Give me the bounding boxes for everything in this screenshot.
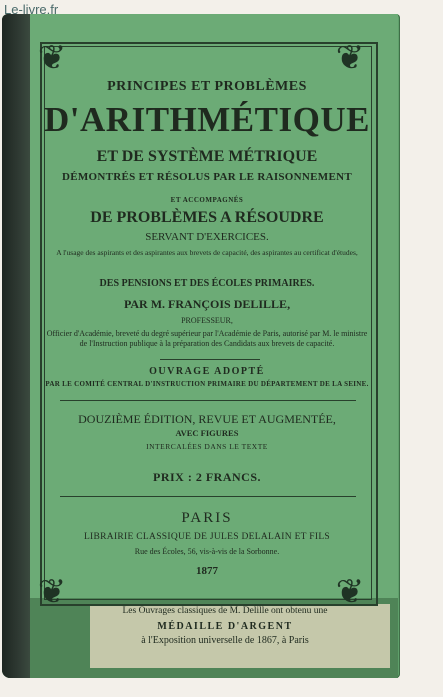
publication-year: 1877	[196, 565, 218, 577]
subtitle-accompagnes: ET ACCOMPAGNÉS	[170, 196, 244, 204]
ornament-icon: ❦	[335, 572, 365, 612]
book-spine	[2, 14, 30, 678]
subtitle-exercices: SERVANT D'EXERCICES.	[145, 231, 269, 243]
label-line-ouvrages: Les Ouvrages classiques de M. Delille ont obtenu une	[122, 606, 328, 616]
label-line-medaille: MÉDAILLE D'ARGENT	[157, 621, 293, 632]
ornament-icon: ❦	[335, 38, 365, 78]
publisher-text: LIBRAIRIE CLASSIQUE DE JULES DELALAIN ET FILS	[83, 532, 331, 542]
adopted-label: OUVRAGE ADOPTÉ	[149, 366, 265, 377]
ornament-icon: ❦	[37, 38, 67, 78]
audience-schools: DES PENSIONS ET DES ÉCOLES PRIMAIRES.	[99, 278, 315, 289]
subtitle-demontres: DÉMONTRÉS ET RÉSOLUS PAR LE RAISONNEMENT	[61, 171, 352, 183]
publisher-address: Rue des Écoles, 56, vis-à-vis de la Sorbonne.	[134, 547, 280, 556]
price-text: PRIX : 2 FRANCS.	[153, 470, 261, 484]
title-line-principes: PRINCIPES ET PROBLÈMES	[107, 79, 307, 94]
subtitle-problemes: DE PROBLÈMES A RÉSOUDRE	[90, 209, 324, 226]
section-separator	[60, 400, 356, 401]
divider	[160, 359, 260, 360]
edition-text: DOUZIÈME ÉDITION, REVUE ET AUGMENTÉE,	[78, 412, 336, 426]
label-line-exposition: à l'Exposition universelle de 1867, à Paris	[141, 635, 309, 646]
site-watermark: Le-livre.fr	[4, 2, 59, 17]
figures-note: INTERCALÉES DANS LE TEXTE	[146, 442, 268, 451]
main-title: D'ARITHMÉTIQUE	[44, 100, 370, 139]
subtitle-systeme-metrique: ET DE SYSTÈME MÉTRIQUE	[96, 148, 318, 165]
author-name: PAR M. FRANÇOIS DELILLE,	[123, 297, 291, 311]
author-description: Officier d'Académie, breveté du degré supérieur par l'Académie de Paris, autorisé par M. le ministre de l'Instruction publique à la préparation des Candidats aux brevets de capacité.	[46, 329, 368, 348]
city-text: PARIS	[181, 510, 233, 526]
adopted-by: PAR LE COMITÉ CENTRAL D'INSTRUCTION PRIMAIRE DU DÉPARTEMENT DE LA SEINE.	[45, 380, 369, 388]
section-separator	[60, 496, 356, 497]
ornament-icon: ❦	[37, 572, 67, 612]
audience-text: A l'usage des aspirants et des aspirantes aux brevets de capacité, des aspirantes au certificat d'études,	[56, 248, 358, 257]
author-role: PROFESSEUR,	[181, 316, 233, 325]
figures-text: AVEC FIGURES	[175, 428, 239, 438]
